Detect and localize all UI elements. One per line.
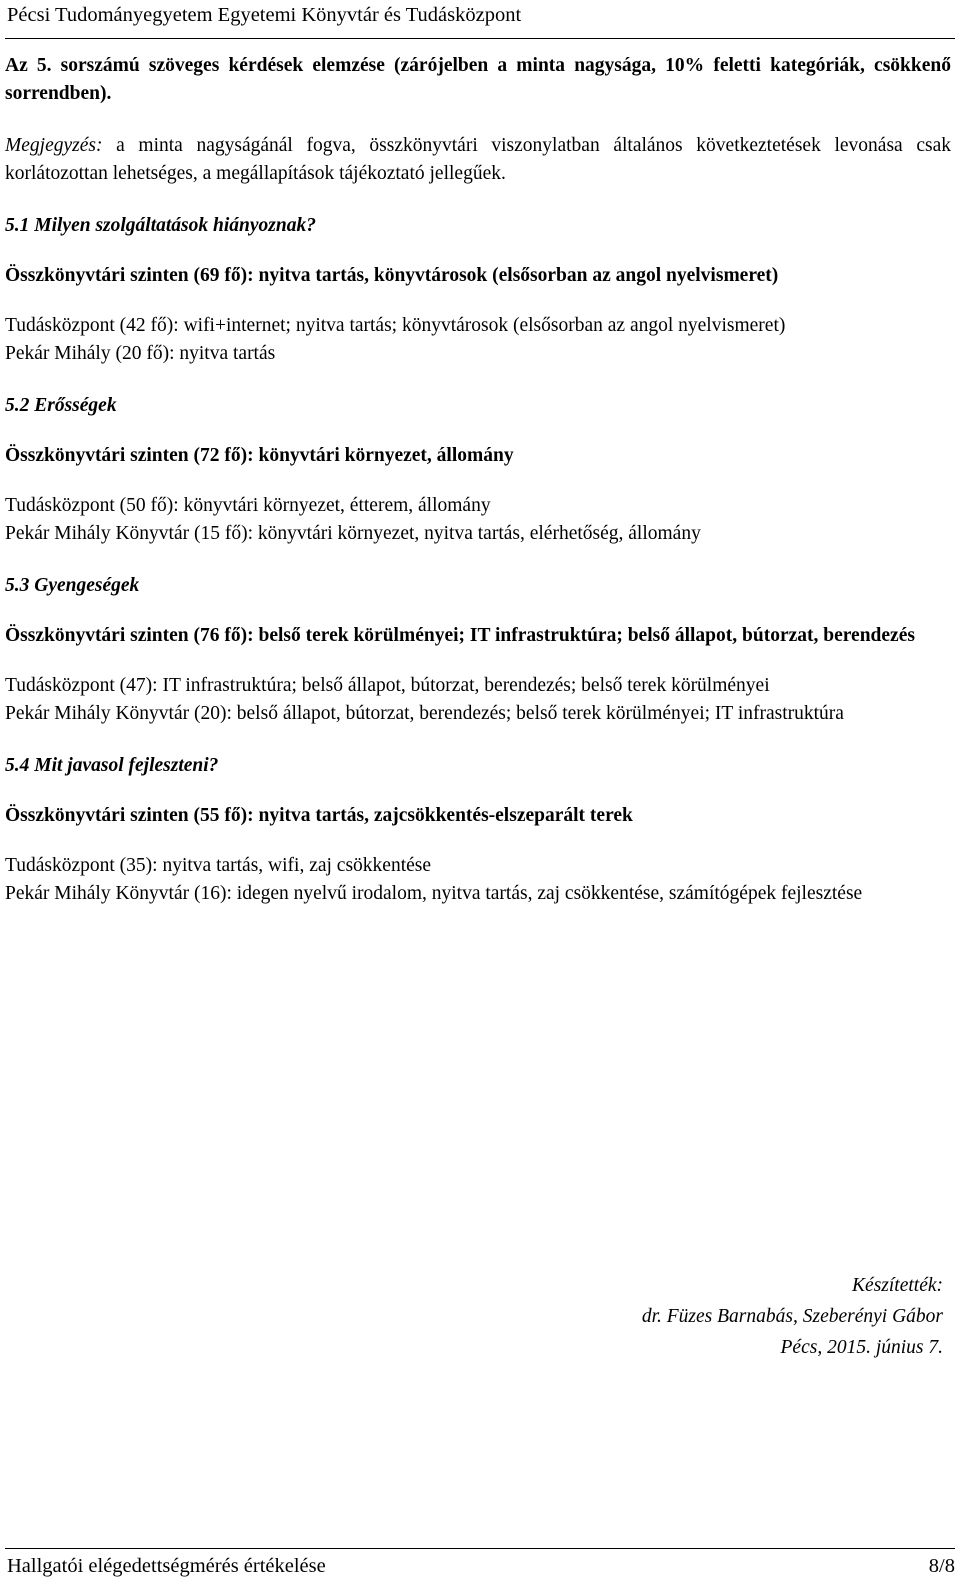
author-names: dr. Füzes Barnabás, Szeberényi Gábor <box>641 1306 943 1327</box>
section-heading-5-4: 5.4 Mit javasol fejleszteni? <box>5 755 219 776</box>
section-line: Pekár Mihály Könyvtár (16): idegen nyelvű irodalom, nyitva tartás, zaj csökkentése, számítógépek fejlesztése <box>5 883 863 904</box>
page-header <box>5 0 955 39</box>
note-label: Megjegyzés: <box>5 135 103 156</box>
intro-title: Az 5. sorszámú szöveges kérdések elemzése (zárójelben a minta nagysága, 10% feletti kategóriák, csökkenő sorrendben). <box>5 55 951 104</box>
intro-note <box>5 132 951 188</box>
document-body <box>5 52 951 908</box>
section-line: Tudásközpont (42 fő): wifi+internet; nyitva tartás; könyvtárosok (elsősorban az angol nyelvismeret) <box>5 315 786 336</box>
section-line: Pekár Mihály (20 fő): nyitva tartás <box>5 343 276 364</box>
footer-title: Hallgatói elégedettségmérés értékelése <box>7 1555 326 1577</box>
author-block <box>642 1270 943 1363</box>
section-summary-5-2: Összkönyvtári szinten (72 fő): könyvtári környezet, állomány <box>5 445 514 466</box>
section-line: Tudásközpont (47): IT infrastruktúra; belső állapot, bútorzat, berendezés; belső terek körülményei <box>5 675 770 696</box>
page-number: 8/8 <box>928 1555 955 1577</box>
section-heading-5-2: 5.2 Erősségek <box>5 395 117 416</box>
author-place-date: Pécs, 2015. június 7. <box>780 1337 943 1358</box>
page-footer <box>5 1548 955 1587</box>
section-line: Pekár Mihály Könyvtár (15 fő): könyvtári környezet, nyitva tartás, elérhetőség, állomány <box>5 523 701 544</box>
author-label: Készítették: <box>852 1275 943 1296</box>
section-heading-5-1: 5.1 Milyen szolgáltatások hiányoznak? <box>5 215 316 236</box>
note-text: a minta nagyságánál fogva, összkönyvtári viszonylatban általános következtetések levonása csak korlátozottan lehetséges, a megállapítások tájékoztató jellegűek. <box>5 135 951 184</box>
section-summary-5-4: Összkönyvtári szinten (55 fő): nyitva tartás, zajcsökkentés-elszeparált terek <box>5 805 633 826</box>
section-line: Tudásközpont (50 fő): könyvtári környezet, étterem, állomány <box>5 495 491 516</box>
section-heading-5-3: 5.3 Gyengeségek <box>5 575 140 596</box>
section-line: Tudásközpont (35): nyitva tartás, wifi, zaj csökkentése <box>5 855 432 876</box>
section-summary-5-3: Összkönyvtári szinten (76 fő): belső terek körülményei; IT infrastruktúra; belső állapot, bútorzat, berendezés <box>5 625 915 646</box>
section-summary-5-1: Összkönyvtári szinten (69 fő): nyitva tartás, könyvtárosok (elsősorban az angol nyelvismeret) <box>5 265 779 286</box>
header-title: Pécsi Tudományegyetem Egyetemi Könyvtár és Tudásközpont <box>7 4 522 26</box>
section-line: Pekár Mihály Könyvtár (20): belső állapot, bútorzat, berendezés; belső terek körülményei; IT infrastruktúra <box>5 703 844 724</box>
